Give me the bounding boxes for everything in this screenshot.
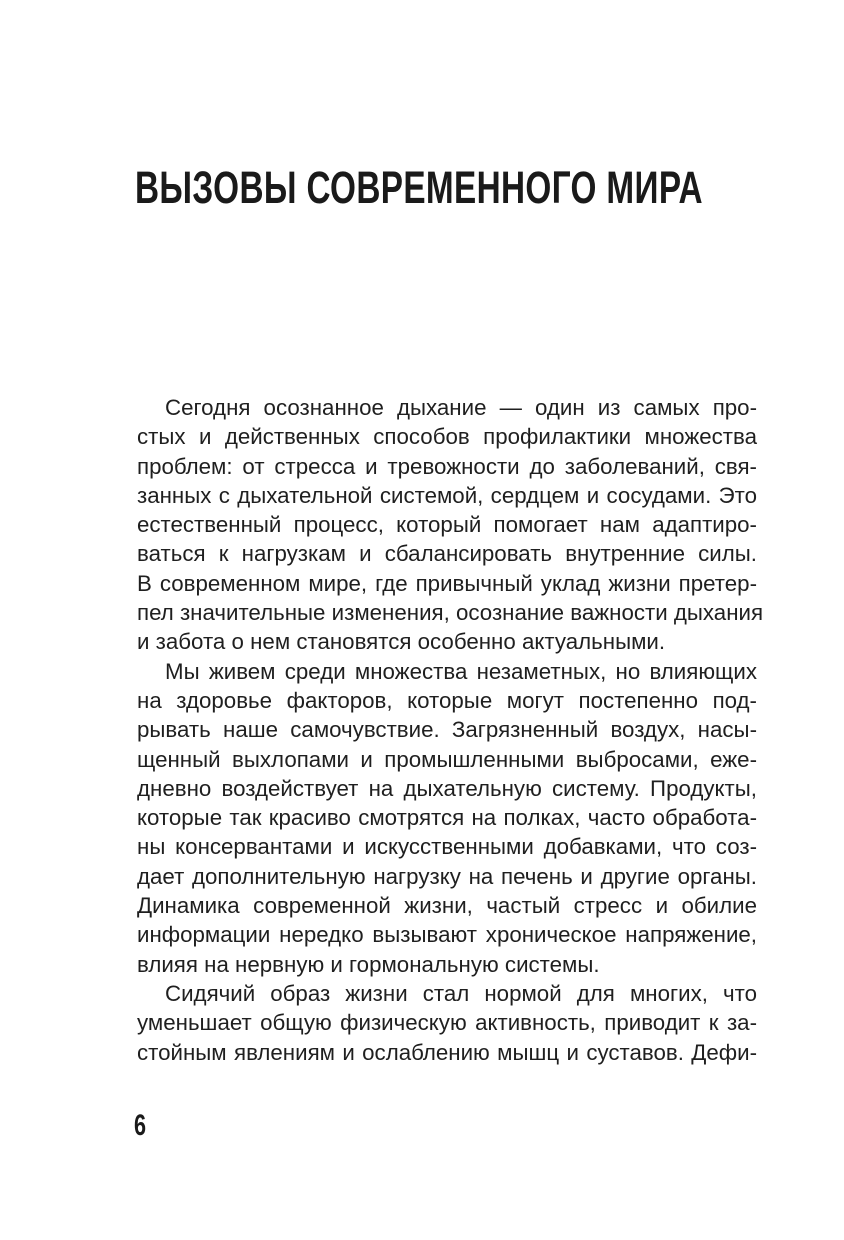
paragraph-1 xyxy=(137,393,764,657)
page-number: 6 xyxy=(134,1109,147,1142)
text-line: и забота о нем становятся особенно актуальными. xyxy=(137,629,666,655)
text-line: Динамика современной жизни, частый стресс и обилие xyxy=(137,893,757,919)
paragraph-3 xyxy=(137,979,757,1067)
text-line: влияя на нервную и гормональную системы. xyxy=(137,951,600,977)
text-line: рывать наше самочувствие. Загрязненный воздух, насы- xyxy=(137,717,757,743)
text-line: дает дополнительную нагрузку на печень и другие органы. xyxy=(137,863,757,889)
paragraph-2 xyxy=(137,657,757,979)
text-line: проблем: от стресса и тревожности до заболеваний, свя- xyxy=(137,453,757,479)
text-line: Мы живем среди множества незаметных, но влияющих xyxy=(165,658,757,684)
text-line: Сидячий образ жизни стал нормой для многих, что xyxy=(165,980,757,1006)
text-line: информации нередко вызывают хроническое напряжение, xyxy=(137,922,757,948)
text-line: на здоровье факторов, которые могут постепенно под- xyxy=(137,687,757,713)
text-line: естественный процесс, который помогает нам адаптиро- xyxy=(137,512,757,538)
text-line: щенный выхлопами и промышленными выбросами, еже- xyxy=(137,746,757,772)
text-line: дневно воздействует на дыхательную систему. Продукты, xyxy=(137,775,757,801)
chapter-title: ВЫЗОВЫ СОВРЕМЕННОГО МИРА xyxy=(135,162,703,213)
text-line: ваться к нагрузкам и сбалансировать внутренние силы. xyxy=(137,541,757,567)
text-line: В современном мире, где привычный уклад жизни претер- xyxy=(137,570,757,596)
text-line: ны консервантами и искусственными добавками, что соз- xyxy=(137,834,757,860)
text-line: уменьшает общую физическую активность, приводит к за- xyxy=(137,1010,757,1036)
text-line: стых и действенных способов профилактики множества xyxy=(137,424,757,450)
text-line: пел значительные изменения, осознание важности дыхания xyxy=(137,600,764,626)
text-line: Сегодня осознанное дыхание — один из самых про- xyxy=(165,395,757,420)
text-line: стойным явлениям и ослаблению мышц и суставов. Дефи- xyxy=(137,1039,757,1065)
text-line: занных с дыхательной системой, сердцем и сосудами. Это xyxy=(137,482,757,508)
body-text xyxy=(137,393,764,1067)
text-line: которые так красиво смотрятся на полках, часто обработа- xyxy=(137,805,757,831)
